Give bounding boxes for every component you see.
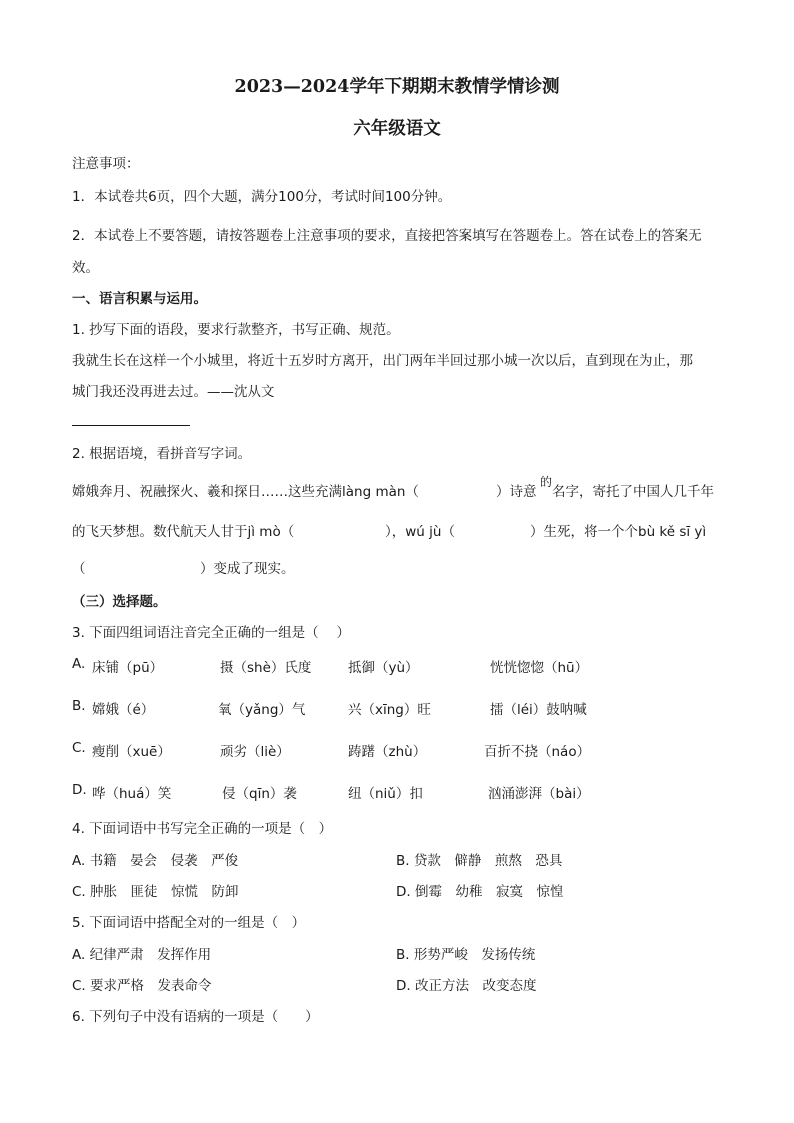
q3-option-item: 顽劣（liè） bbox=[220, 744, 290, 760]
q5-option-b: B. 形势严峻 发扬传统 bbox=[396, 947, 536, 963]
q3-option-item: 踌躇（zhù） bbox=[348, 744, 427, 760]
section-3-heading: （三）选择题。 bbox=[72, 594, 167, 610]
q2-line-3a: （ bbox=[72, 561, 86, 577]
q3-option-item: 兴（xīng）旺 bbox=[348, 702, 431, 718]
q1-passage-line-1: 我就生长在这样一个小城里，将近十五岁时方离开，出门两年半回过那小城一次以后，直到现在为止，那 bbox=[72, 353, 693, 369]
q3-option-label: B. bbox=[72, 698, 86, 714]
q1-passage-line-2: 城门我还没再进去过。——沈从文 bbox=[72, 384, 275, 400]
q2-line-2b: ），wú jù（ bbox=[385, 524, 455, 540]
q5-option-d: D. 改正方法 改变态度 bbox=[396, 978, 537, 994]
q3-option-item: 擂（léi）鼓呐喊 bbox=[490, 702, 587, 718]
q3-option-item: 侵（qīn）袭 bbox=[222, 786, 297, 802]
q5-option-c: C. 要求严格 发表命令 bbox=[72, 978, 212, 994]
q3-option-item: 恍恍惚惚（hū） bbox=[490, 660, 589, 676]
q3-option-label: A. bbox=[72, 656, 86, 672]
exam-title: 2023—2024学年下期期末教情学情诊测 bbox=[234, 77, 560, 97]
q2-line-2c: ）生死，将一个个bù kě sī yì bbox=[530, 524, 707, 540]
exam-subtitle: 六年级语文 bbox=[353, 119, 441, 139]
q2-line-1b: ）诗意 bbox=[496, 484, 537, 500]
q3-option-item: 氧（yǎng）气 bbox=[218, 702, 306, 718]
q2-line-2a: 的飞天梦想。数代航天人甘于jì mò（ bbox=[72, 524, 295, 540]
q3-option-label: C. bbox=[72, 740, 86, 756]
q4-prompt: 4. 下面词语中书写完全正确的一项是（ ） bbox=[72, 821, 333, 837]
q3-option-item: 哗（huá）笑 bbox=[92, 786, 172, 802]
q3-option-label: D. bbox=[72, 782, 87, 798]
q1-answer-line bbox=[72, 425, 190, 426]
q2-line-3b: ）变成了现实。 bbox=[200, 561, 295, 577]
q5-prompt: 5. 下面词语中搭配全对的一组是（ ） bbox=[72, 915, 306, 931]
q3-option-item: 瘦削（xuē） bbox=[92, 744, 171, 760]
q3-option-item: 嫦娥（é） bbox=[92, 702, 155, 718]
q3-option-item: 抵御（yù） bbox=[348, 660, 419, 676]
q4-option-c: C. 肿胀 匪徒 惊慌 防卸 bbox=[72, 884, 239, 900]
q3-option-item: 百折不挠（náo） bbox=[484, 744, 591, 760]
q4-option-a: A. 书籍 晏会 侵袭 严俊 bbox=[72, 853, 239, 869]
q2-prompt: 2. 根据语境，看拼音写字词。 bbox=[72, 446, 252, 462]
q3-option-item: 汹涌澎湃（bài） bbox=[488, 786, 590, 802]
q6-prompt: 6. 下列句子中没有语病的一项是（ ） bbox=[72, 1009, 319, 1025]
q2-line-1a: 嫦娥奔月、祝融探火、羲和探日……这些充满làng màn（ bbox=[72, 484, 419, 500]
q2-line-1c: 的 bbox=[540, 475, 553, 489]
q1-prompt: 1. 抄写下面的语段，要求行款整齐，书写正确、规范。 bbox=[72, 322, 400, 338]
q3-option-item: 纽（niǔ）扣 bbox=[348, 786, 423, 802]
section-1-heading: 一、语言积累与运用。 bbox=[72, 291, 207, 307]
q3-prompt: 3. 下面四组词语注音完全正确的一组是（ ） bbox=[72, 625, 350, 641]
q3-option-item: 床铺（pū） bbox=[92, 660, 164, 676]
notice-item-2-line-2: 效。 bbox=[72, 260, 99, 276]
q5-option-a: A. 纪律严肃 发挥作用 bbox=[72, 947, 212, 963]
q2-line-1d: 名字，寄托了中国人几千年 bbox=[552, 484, 714, 500]
notice-item-2-line-1: 2．本试卷上不要答题，请按答题卷上注意事项的要求，直接把答案填写在答题卷上。答在试卷上的答案无 bbox=[72, 228, 702, 244]
q4-option-d: D. 倒霉 幼稚 寂寞 惊惶 bbox=[396, 884, 564, 900]
q4-option-b: B. 贷款 僻静 煎熬 恐具 bbox=[396, 853, 563, 869]
notice-heading: 注意事项： bbox=[72, 156, 140, 172]
q3-option-item: 摄（shè）氏度 bbox=[220, 660, 312, 676]
notice-item-1: 1．本试卷共6页，四个大题，满分100分，考试时间100分钟。 bbox=[72, 189, 452, 205]
